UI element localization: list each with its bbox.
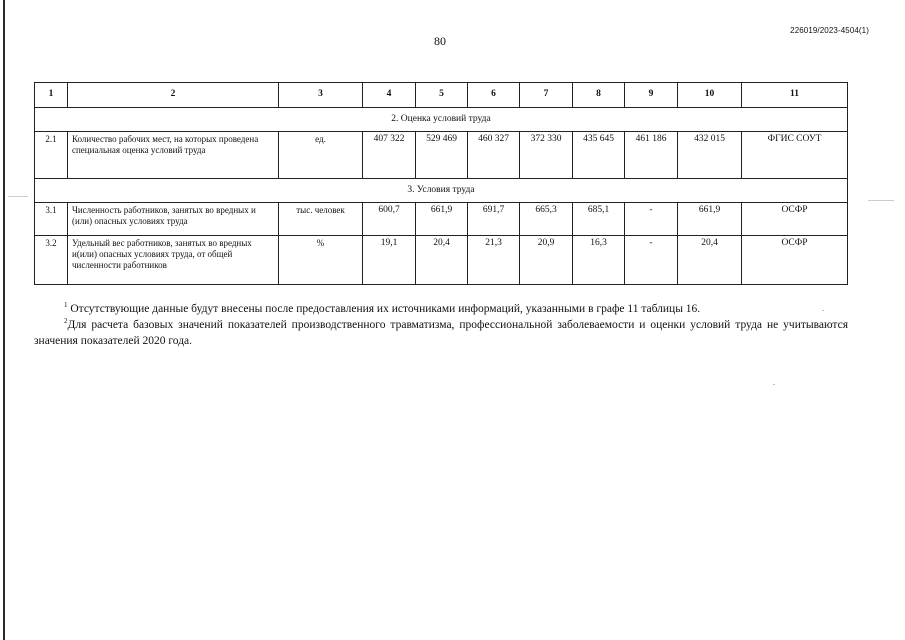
source-cell: ОСФР: [742, 203, 848, 236]
indicators-table: [34, 82, 848, 285]
value-cell: 691,7: [468, 203, 520, 236]
value-cell: 21,3: [468, 236, 520, 285]
value-cell: -: [625, 236, 678, 285]
column-number: 2: [68, 83, 279, 108]
table-row: [35, 132, 848, 179]
section-title: 3. Условия труда: [35, 179, 848, 203]
section-title: 2. Оценка условий труда: [35, 108, 848, 132]
value-cell: 461 186: [625, 132, 678, 179]
document-id: 226019/2023-4504(1): [790, 26, 869, 35]
value-cell: 20,4: [678, 236, 742, 285]
footnote-mark: 2: [64, 316, 68, 325]
column-number: 8: [573, 83, 625, 108]
page-number: 80: [434, 34, 446, 48]
source-cell: ФГИС СОУТ: [742, 132, 848, 179]
value-cell: -: [625, 203, 678, 236]
indicator-name: Количество рабочих мест, на которых проведена специальная оценка условий труда: [68, 132, 279, 179]
scan-edge: [3, 0, 5, 640]
row-number: 2.1: [35, 132, 68, 179]
table-row: [35, 203, 848, 236]
column-number: 10: [678, 83, 742, 108]
scan-artifact: [773, 384, 775, 385]
value-cell: 665,3: [520, 203, 573, 236]
value-cell: 432 015: [678, 132, 742, 179]
column-number: 9: [625, 83, 678, 108]
footnote-text: Для расчета базовых значений показателей производственного травматизма, профессиональной заболеваемости и оценки условий труда не учитываются значения показателей 2020 года.: [34, 318, 848, 347]
column-number: 11: [742, 83, 848, 108]
unit-cell: ед.: [279, 132, 363, 179]
column-number: 4: [363, 83, 416, 108]
value-cell: 460 327: [468, 132, 520, 179]
value-cell: 685,1: [573, 203, 625, 236]
unit-cell: %: [279, 236, 363, 285]
section-row: [35, 108, 848, 132]
value-cell: 600,7: [363, 203, 416, 236]
footnote-mark: 1: [64, 301, 68, 309]
value-cell: 661,9: [678, 203, 742, 236]
indicator-name: Численность работников, занятых во вредных и (или) опасных условиях труда: [68, 203, 279, 236]
value-cell: 407 322: [363, 132, 416, 179]
column-number: 3: [279, 83, 363, 108]
footnote-2: [34, 318, 848, 350]
row-number: 3.1: [35, 203, 68, 236]
value-cell: 20,9: [520, 236, 573, 285]
value-cell: 529 469: [416, 132, 468, 179]
value-cell: 435 645: [573, 132, 625, 179]
table-row: [35, 236, 848, 285]
row-number: 3.2: [35, 236, 68, 285]
column-number: 1: [35, 83, 68, 108]
column-number-row: [35, 83, 848, 108]
unit-cell: тыс. человек: [279, 203, 363, 236]
source-cell: ОСФР: [742, 236, 848, 285]
column-number: 6: [468, 83, 520, 108]
value-cell: 16,3: [573, 236, 625, 285]
scan-artifact: [868, 200, 894, 201]
scan-artifact: [822, 310, 824, 311]
value-cell: 372 330: [520, 132, 573, 179]
section-row: [35, 179, 848, 203]
column-number: 5: [416, 83, 468, 108]
scan-artifact: [8, 196, 28, 197]
footnote-1: [34, 302, 848, 318]
footnote-text: Отсутствующие данные будут внесены после предоставления их источниками информаций, указанными в графе 11 таблицы 16.: [67, 303, 701, 315]
footnotes: [34, 302, 848, 350]
value-cell: 661,9: [416, 203, 468, 236]
value-cell: 20,4: [416, 236, 468, 285]
column-number: 7: [520, 83, 573, 108]
value-cell: 19,1: [363, 236, 416, 285]
indicator-name: Удельный вес работников, занятых во вредных и(или) опасных условиях труда, от общей численности работников: [68, 236, 279, 285]
